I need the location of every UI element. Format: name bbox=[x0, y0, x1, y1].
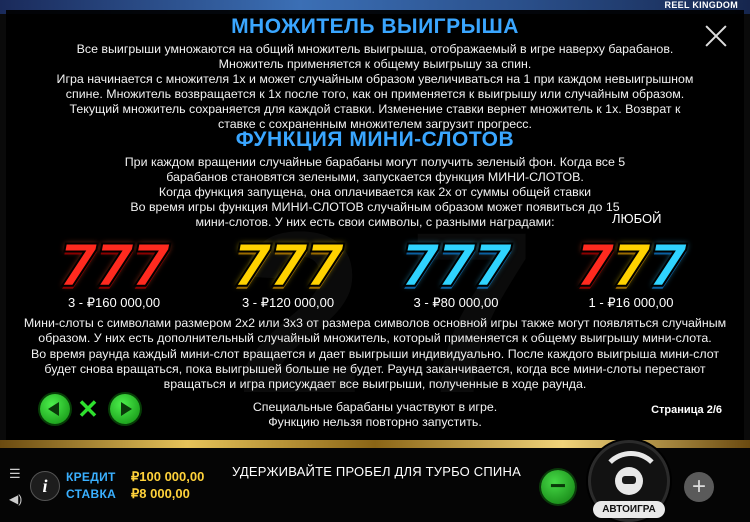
symbol-red-sevens: 7 7 7 bbox=[57, 232, 171, 300]
autoplay-button[interactable]: АВТОИГРА bbox=[593, 501, 665, 518]
text-line: мини-слотов. У них есть свои символы, с разными наградами: bbox=[195, 215, 555, 229]
text-line: ставке с сохраненным множителем загрузит прогресс. bbox=[218, 117, 532, 131]
arrow-left-icon[interactable] bbox=[40, 394, 70, 424]
plus-icon[interactable]: + bbox=[684, 472, 714, 502]
x-icon[interactable]: ✕ bbox=[77, 394, 99, 424]
paragraph-mini-slots-3 bbox=[6, 347, 744, 392]
info-icon[interactable]: i bbox=[30, 471, 60, 501]
paragraph-mini-slots-2 bbox=[6, 316, 744, 346]
menu-icon[interactable]: ☰ bbox=[9, 466, 21, 481]
text-line: Во время игры функция МИНИ-СЛОТОВ случайным образом может появиться до 15 bbox=[130, 200, 620, 214]
text-line: При каждом вращении случайные барабаны могут получить зеленый фон. Когда все 5 bbox=[124, 155, 626, 169]
text-line: Мини-слоты с символами размером 2х2 или 3х3 от размера символов основной игры также могут появляться случайным bbox=[23, 316, 727, 330]
minus-icon[interactable]: − bbox=[541, 470, 575, 504]
sound-icon[interactable]: ◀) bbox=[9, 492, 23, 506]
text-line: вращаться и игра присуждает все выигрыши, полученные в ходе раунда. bbox=[163, 377, 587, 391]
text-line: Игра начинается с множителя 1х и может случайным образом увеличиваться на 1 при каждом невыигрышном bbox=[56, 72, 694, 86]
text-line: барабанов становятся зелеными, запускается функция МИНИ-СЛОТОВ. bbox=[166, 170, 584, 184]
bet-value: ₽8 000,00 bbox=[131, 486, 190, 501]
prize-red: 3 - ₽160 000,00 bbox=[67, 295, 161, 310]
paragraph-multiplier-1 bbox=[6, 42, 744, 72]
text-line: Когда функция запущена, она оплачивается как 2х от суммы общей ставки bbox=[158, 185, 592, 199]
text-line: образом. У них есть дополнительный случайный множитель, который применяется к общему выигрышу мини-слота. bbox=[38, 331, 712, 345]
any-symbol-label: ЛЮБОЙ bbox=[612, 211, 662, 226]
credit-value: ₽100 000,00 bbox=[131, 469, 205, 484]
text-line: Все выигрыши умножаются на общий множитель выигрыша, отображаемый в игре наверху барабанов. bbox=[76, 42, 674, 56]
arrow-right-icon[interactable] bbox=[110, 394, 140, 424]
paytable-panel bbox=[6, 10, 744, 442]
turbo-hint: УДЕРЖИВАЙТЕ ПРОБЕЛ ДЛЯ ТУРБО СПИНА bbox=[232, 464, 521, 479]
text-line: Функцию нельзя повторно запустить. bbox=[268, 415, 482, 429]
mascot-icon bbox=[615, 467, 643, 495]
text-line: спине. Множитель возвращается к 1х после того, как он применяется к выигрышу или случайным образом. bbox=[65, 87, 685, 101]
bet-label: СТАВКА bbox=[66, 487, 117, 501]
symbol-any-sevens: 7 7 7 bbox=[574, 232, 688, 300]
symbol-yellow-sevens: 7 7 7 bbox=[231, 232, 345, 300]
prize-blue: 3 - ₽80 000,00 bbox=[413, 295, 499, 310]
credit-label: КРЕДИТ bbox=[66, 470, 116, 484]
paragraph-multiplier-2 bbox=[6, 72, 744, 102]
brand-logo: REEL KINGDOM bbox=[664, 0, 738, 10]
prize-yellow: 3 - ₽120 000,00 bbox=[241, 295, 335, 310]
section-title-multiplier: МНОЖИТЕЛЬ ВЫИГРЫША bbox=[231, 15, 519, 38]
text-line: Множитель применяется к общему выигрышу за спин. bbox=[218, 57, 532, 71]
text-line: Во время раунда каждый мини-слот вращается и дает выигрыши индивидуально. После каждого выигрыша мини-слот bbox=[30, 347, 720, 361]
text-line: Специальные барабаны участвуют в игре. bbox=[252, 400, 498, 414]
prize-any: 1 - ₽16 000,00 bbox=[588, 295, 674, 310]
page-indicator: Страница 2/6 bbox=[651, 404, 722, 416]
symbol-blue-sevens: 7 7 7 bbox=[399, 232, 513, 300]
text-line: будет снова вращаться, пока выигрышей больше не будет. Раунд заканчивается, когда все мини-слоты перестают bbox=[44, 362, 706, 376]
text-line: Текущий множитель сохраняется для каждой ставки. Изменение ставки вернет множитель к 1х. Возврат к bbox=[69, 102, 681, 116]
section-title-mini-slots: ФУНКЦИЯ МИНИ-СЛОТОВ bbox=[235, 128, 515, 151]
